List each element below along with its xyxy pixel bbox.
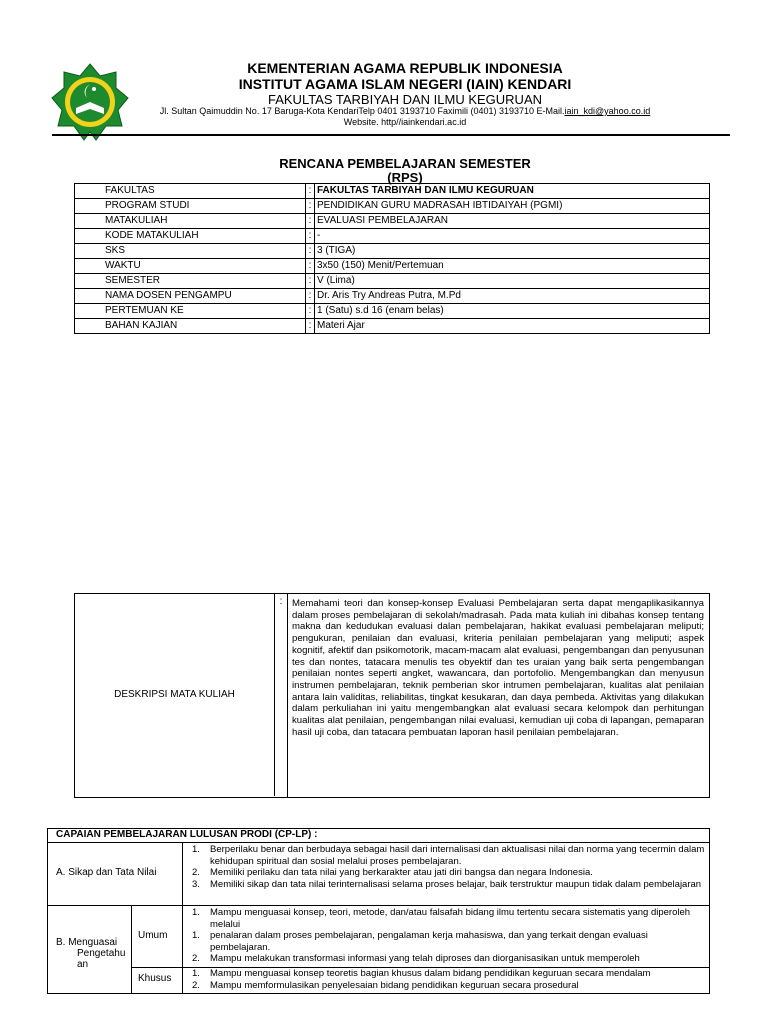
info-colon: :	[306, 304, 315, 319]
cplp-a-item: Berperilaku benar dan berbudaya sebagai hasil dari internalisasi dan aktualisasi nilai dan norma yang tecermin dalam kehidupan spiritual dan sosial melalui proses pembelajaran.	[210, 844, 705, 867]
item-number: 1.	[192, 930, 200, 941]
cplp-title: CAPAIAN PEMBELAJARAN LULUSAN PRODI (CP-LP) :	[56, 829, 318, 840]
cplp-khusus-item: Mampu menguasai konsep teoretis bagian khusus dalam bidang pendidikan keguruan secara mendalam	[210, 968, 651, 979]
description-divider	[287, 593, 288, 797]
info-label: PERTEMUAN KE	[75, 304, 306, 319]
info-value: -	[315, 229, 710, 244]
info-label: BAHAN KAJIAN	[75, 319, 306, 334]
info-row	[75, 274, 710, 289]
info-value: Dr. Aris Try Andreas Putra, M.Pd	[315, 289, 710, 304]
info-value: FAKULTAS TARBIYAH DAN ILMU KEGURUAN	[315, 184, 710, 199]
info-value: 1 (Satu) s.d 16 (enam belas)	[315, 304, 710, 319]
item-number: 1.	[192, 907, 200, 918]
info-label: SKS	[75, 244, 306, 259]
cplp-umum-item: Mampu menguasai konsep, teori, metode, dan/atau falsafah bidang ilmu tertentu secara sistematis yang diperoleh melalui	[210, 907, 691, 930]
header-rule	[52, 134, 730, 136]
item-number: 3.	[192, 879, 200, 890]
info-colon: :	[306, 319, 315, 334]
info-value: V (Lima)	[315, 274, 710, 289]
course-info-table	[74, 183, 710, 334]
item-number: 2.	[192, 980, 200, 991]
cplp-khusus-item: Mampu memformulasikan penyelesaian bidang pendidikan keguruan secara prosedural	[210, 980, 579, 991]
info-row	[75, 319, 710, 334]
info-row	[75, 289, 710, 304]
cplp-b-label: an	[77, 959, 89, 970]
cplp-divider	[182, 842, 183, 994]
cplp-a-item: Memiliki perilaku dan tata nilai yang berkarakter atau jati diri bangsa dan negara Indonesia.	[210, 867, 593, 878]
info-row	[75, 229, 710, 244]
cplp-a-item: Memiliki sikap dan tata nilai terinternalisasi selama proses belajar, baik terstruktur maupun tidak dalam pembelajaran	[210, 879, 702, 890]
info-row	[75, 199, 710, 214]
info-value: 3x50 (150) Menit/Pertemuan	[315, 259, 710, 274]
description-colon: :	[279, 596, 283, 607]
info-label: KODE MATAKULIAH	[75, 229, 306, 244]
info-colon: :	[306, 274, 315, 289]
info-row	[75, 304, 710, 319]
info-colon: :	[306, 259, 315, 274]
institute-name: INSTITUT AGAMA ISLAM NEGERI (IAIN) KENDARI	[238, 76, 572, 92]
cplp-umum-item: penalaran dalam proses pembelajaran, pengalaman kerja mahasiswa, dan yang terkait dengan evaluasi pembelajaran.	[210, 930, 648, 953]
ministry-name: KEMENTERIAN AGAMA REPUBLIK INDONESIA	[247, 60, 563, 76]
info-colon: :	[306, 229, 315, 244]
cplp-khusus-label: Khusus	[138, 973, 172, 984]
info-row	[75, 259, 710, 274]
address-line	[140, 106, 670, 116]
info-row	[75, 184, 710, 199]
cplp-umum-item: Mampu melakukan transformasi informasi yang telah diproses dan diorganisasikan untuk memperoleh	[210, 953, 640, 964]
info-label: SEMESTER	[75, 274, 306, 289]
info-value: EVALUASI PEMBELAJARAN	[315, 214, 710, 229]
cplp-divider	[47, 905, 710, 906]
description-label: DESKRIPSI MATA KULIAH	[75, 593, 275, 796]
info-colon: :	[306, 289, 315, 304]
cplp-a-label: A. Sikap dan Tata Nilai	[56, 867, 157, 878]
info-colon: :	[306, 214, 315, 229]
info-value: PENDIDIKAN GURU MADRASAH IBTIDAIYAH (PGMI)	[315, 199, 710, 214]
cplp-divider	[131, 905, 132, 994]
info-colon: :	[306, 184, 315, 199]
info-value: 3 (TIGA)	[315, 244, 710, 259]
info-label: PROGRAM STUDI	[75, 199, 306, 214]
info-colon: :	[306, 244, 315, 259]
item-number: 2.	[192, 867, 200, 878]
info-row	[75, 214, 710, 229]
address-text: Jl. Sultan Qaimuddin No. 17 Baruga-Kota KendariTelp 0401 3193710 Faximili (0401) 3193710 E-Mail.	[159, 106, 565, 116]
item-number: 1.	[192, 968, 200, 979]
item-number: 1.	[192, 844, 200, 855]
email-link[interactable]: iain_kdi@yahoo.co.id	[564, 106, 651, 116]
document-title: RENCANA PEMBELAJARAN SEMESTER	[279, 156, 531, 171]
info-label: NAMA DOSEN PENGAMPU	[75, 289, 306, 304]
faculty-name: FAKULTAS TARBIYAH DAN ILMU KEGURUAN	[267, 92, 542, 107]
info-label: WAKTU	[75, 259, 306, 274]
cplp-b-label: B. Menguasai	[56, 937, 118, 948]
website-line: Website. http//iainkendari.ac.id	[343, 117, 467, 127]
description-text: Memahami teori dan konsep-konsep Evaluasi Pembelajaran serta dapat mengaplikasikannya dalam proses pembelajaran di sekolah/madrasah. Pada mata kuliah ini dibahas konsep tentang makna dan kedudukan evaluasi dalan pembelajaran, hakikat evaluasi pembelajaran meliputi; pengukuran, penilaian dan evaluasi, kriteria penilaian pembelajaran yang meliputi; aspek kognitif, afektif dan psikomotorik, macam-macam alat evaluasi, pengembangan dan penyusunan tes dan nontes, tatacara menulis tes obyektif dan tes uraian yang baik serta pengembangan penilaian nontes seperti angket, wawancara, dan portofolio. Mengembangkan dan menyusun instrumen pembelajaran, teknik pemberian skor intrumen pembelajaran, kualitas alat penilaian antara lain validitas, reliabilitas, tingkat kesukaran, dan daya pembeda. Aktivitas yang dilakukan dalam perkuliahan ini yaitu mengembangkan alat evaluasi secara kelompok dan perhitungan kualitas alat penilaian, pengembangan nilai evaluasi, kemudian uji coba di lapangan, pemaparan hasil uji coba, dan tatacara pembuatan laporan hasil penilaian pembelajaran.	[292, 598, 704, 738]
info-colon: :	[306, 199, 315, 214]
info-label: FAKULTAS	[75, 184, 306, 199]
item-number: 2.	[192, 953, 200, 964]
iain-logo	[50, 62, 130, 142]
info-label: MATAKULIAH	[75, 214, 306, 229]
info-value: Materi Ajar	[315, 319, 710, 334]
cplp-umum-label: Umum	[138, 930, 168, 941]
info-row	[75, 244, 710, 259]
document-subtitle: (RPS)	[387, 170, 423, 185]
cplp-b-label: Pengetahu	[77, 948, 126, 959]
cplp-divider	[47, 842, 710, 843]
